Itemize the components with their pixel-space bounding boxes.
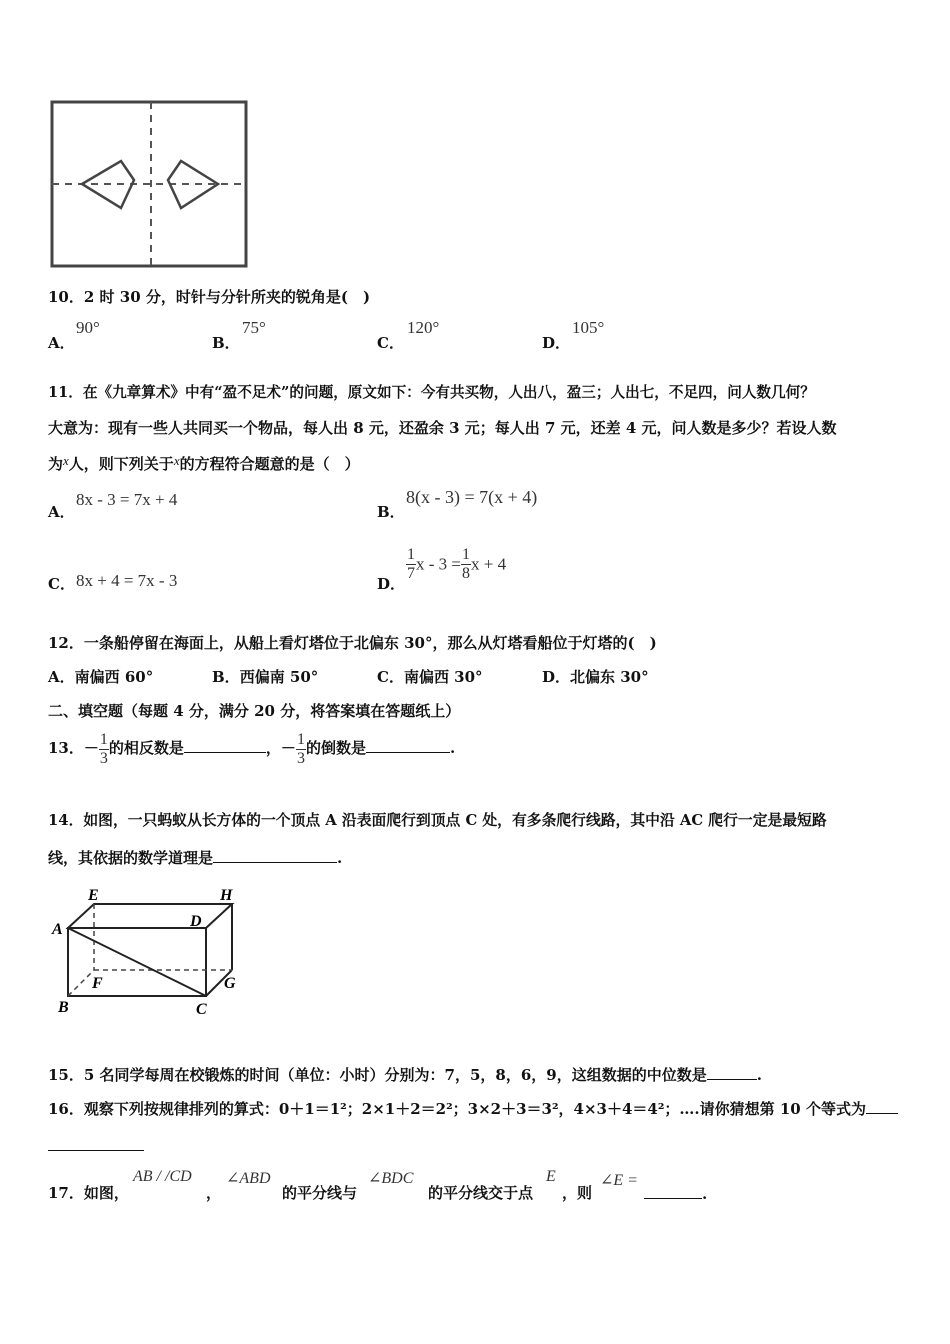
q11-line3-middle: 人，则下列关于 [68,455,174,473]
q16-line [48,1098,898,1119]
q16-stem: 16．观察下列按规律排列的算式：0＋1＝1²；2×1＋2＝2²；3×2＋3＝3²，4×3＋4＝4²；….请你猜想第 10 个等式为 [48,1100,866,1118]
q17-math-abd: ∠ABD [226,1170,271,1187]
q13-number: 13． [48,739,84,757]
q17-text-1: 的平分线与 [282,1184,358,1202]
q14-line1: 14．如图，一只蚂蚁从长方体的一个顶点 A 沿表面爬行到顶点 C 处，有多条爬行线路，其中沿 AC 爬行一定是最短路 [48,812,827,829]
q11-d-num2: 1 [462,546,470,563]
q11-option-b-value: 8(x - 3) = 7(x + 4) [406,487,538,507]
q10-option-a-label: A． [48,334,75,352]
q13-text-opposite: 的相反数是 [108,739,184,757]
label-a: A [52,921,63,938]
folded-paper-figure [48,98,252,270]
q17-math-angle-e: ∠E = [600,1172,638,1189]
q11-option-d-value [406,546,506,583]
q14-line2-text: 线，其依据的数学道理是 [48,849,214,867]
q10-option-a-value: 90° [76,318,100,337]
q10-option-b-value: 75° [242,318,266,337]
q10-option-d-value: 105° [572,318,605,337]
q13-frac1-den: 3 [99,749,108,767]
q16-blank-2[interactable] [48,1136,144,1151]
q17-math-e: E [546,1168,556,1185]
q11-option-c-value: 8x + 4 = 7x - 3 [76,571,178,590]
q11-d-tail: x + 4 [471,554,507,574]
q13-text-reciprocal: 的倒数是 [305,739,366,757]
q12-option-a-label: A． [48,668,75,686]
q12-option-d [542,666,649,687]
q11-d-den1: 7 [407,565,415,582]
q11-line1: 11．在《九章算术》中有“盈不足术”的问题，原文如下：今有共买物，人出八，盈三；人出七，不足四，问人数几何？ [48,384,815,401]
section-title: 二、填空题（每题 4 分，满分 20 分，将答案填在答题纸上） [48,702,461,720]
cuboid-figure [46,880,246,1020]
q11-d-den2: 8 [462,565,470,582]
q12-stem: 12．一条船停留在海面上，从船上看灯塔位于北偏东 30°，那么从灯塔看船位于灯塔的( ) [48,634,657,652]
q13-neg-1: － [83,739,99,757]
q11-line3-prefix: 为 [48,455,64,473]
q12-option-c-value: 南偏西 30° [403,668,483,686]
q10-options [48,318,748,350]
q17-comma: ， [206,1184,222,1202]
q13-line [48,724,455,772]
label-c: C [196,1001,207,1018]
q15-end: . [756,1066,762,1084]
q13-frac1-num: 1 [99,730,108,748]
q12-option-b-value: 西偏南 50° [239,668,319,686]
q13-blank-1[interactable] [184,738,266,753]
q12-option-b [212,666,318,687]
q14-line2 [48,847,342,868]
q12-option-d-value: 北偏东 30° [570,668,649,686]
q12-option-c-label: C． [377,668,404,686]
q15-line [48,1064,762,1085]
q11-option-b-label: B． [377,503,405,521]
q17-blank[interactable] [644,1184,702,1199]
q17-text-2: 的平分线交于点 [428,1184,534,1202]
q12-option-c [377,666,483,687]
q15-stem: 15．5 名同学每周在校锻炼的时间（单位：小时）分别为：7，5，8，6，9，这组数据的中位数是 [48,1066,707,1084]
q11-option-a-label: A． [48,503,75,521]
q12-option-a [48,666,153,687]
label-d: D [190,913,202,930]
label-h: H [220,887,233,904]
q11-d-fraction-1 [406,546,416,583]
q17-number: 17．如图， [48,1184,129,1202]
q11-line3 [48,453,360,474]
q11-option-a-value: 8x - 3 = 7x + 4 [76,490,178,509]
q16-blank-1[interactable] [866,1099,898,1114]
q11-line2: 大意为：现有一些人共同买一个物品，每人出 8 元，还盈余 3 元；每人出 7 元，还差 4 元，问人数是多少？若设人数 [48,419,837,437]
q12-option-b-label: B． [212,668,240,686]
q11-d-mid: x - 3 = [416,554,461,574]
q17-math-ab-cd: AB / /CD [133,1168,192,1185]
q15-blank[interactable] [707,1065,757,1080]
label-b: B [58,999,69,1016]
q17-text-3: ，则 [562,1184,593,1202]
cuboid-top-face [68,904,232,928]
q14-end: . [337,849,343,867]
q13-fraction-1 [99,731,109,768]
q11-option-c-label: C． [48,575,75,593]
q10-option-b-label: B． [212,334,240,352]
q11-option-d-label: D． [377,575,406,593]
q14-blank[interactable] [213,848,337,863]
q11-d-num1: 1 [407,546,415,563]
q10-stem: 10．2 时 30 分，时针与分针所夹的锐角是( ) [48,288,371,306]
q13-neg-2: － [280,739,296,757]
q13-fraction-2 [296,731,306,768]
q11-variable-x-2: x [173,453,180,468]
q10-option-c-label: C． [377,334,404,352]
q11-variable-x: x [63,453,69,468]
q11-line3-suffix: 的方程符合题意的是（ ） [179,455,360,473]
q17-end: . [702,1185,708,1203]
label-e: E [88,887,99,904]
q13-frac2-num: 1 [296,730,305,748]
label-f: F [92,975,103,992]
q12-option-a-value: 南偏西 60° [74,668,154,686]
q11-d-fraction-2 [461,546,471,583]
diagonal-ac [68,928,206,996]
q13-end: . [449,739,456,757]
q13-blank-2[interactable] [366,738,450,753]
q17-math-bdc: ∠BDC [368,1170,414,1187]
label-g: G [224,975,236,992]
q10-option-d-label: D． [542,334,571,352]
hidden-edge-3 [68,970,94,996]
q17-answer [644,1184,707,1203]
q10-option-c-value: 120° [407,318,440,337]
q13-frac2-den: 3 [296,749,305,767]
q12-option-d-label: D． [542,668,571,686]
q13-separator: ， [265,739,281,757]
